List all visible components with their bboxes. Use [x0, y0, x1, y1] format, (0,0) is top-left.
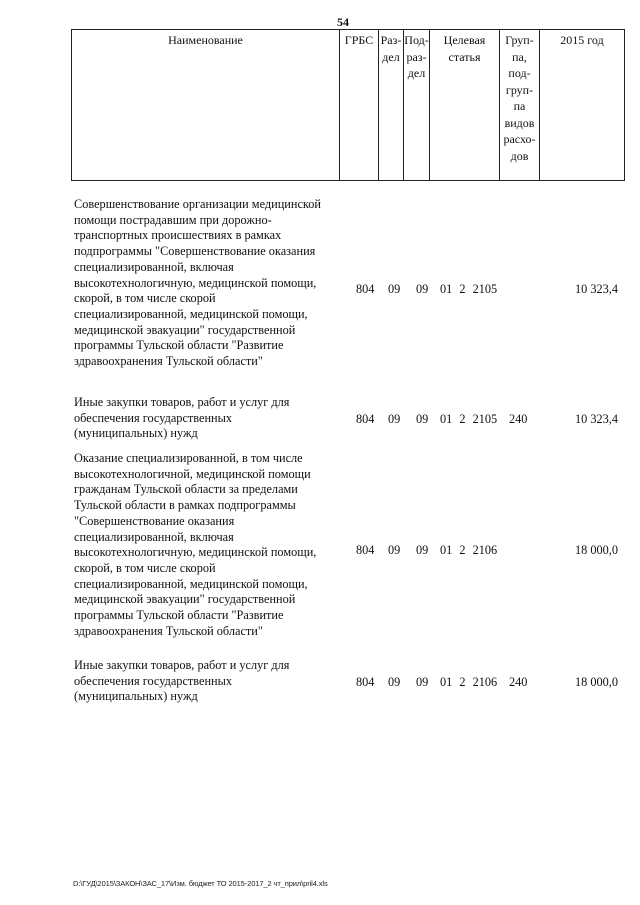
row-podrazdel: 09: [416, 543, 429, 557]
row-amount: 10 323,4: [574, 282, 618, 296]
row-grbs: 804: [356, 412, 375, 426]
row-razdel: 09: [388, 675, 401, 689]
row-vid: 240: [509, 675, 528, 689]
row-vid: 240: [509, 412, 528, 426]
row-podrazdel: 09: [416, 412, 429, 426]
header-grbs: ГРБС: [339, 30, 378, 180]
row-grbs: 804: [356, 543, 375, 557]
row-name: Иные закупки товаров, работ и услуг для обеспечения государственных (муниципальных) нужд: [74, 658, 290, 704]
row-target: 01 2 2105: [440, 412, 498, 426]
header-name: Наименование: [71, 30, 339, 180]
row-target: 01 2 2105: [440, 282, 498, 296]
row-name: Совершенствование организации медицинской помощи пострадавшим при дорожно- транспортных происшествиях в рамках подпрограммы "Совершенствование оказания специализированной, включая высокотехнологичную, медицинской помощи, скорой, в том числе скорой специализированной, медицинской помощи, медицинской эвакуации" государственной программы Тульской области "Развитие здравоохранения Тульской области": [74, 197, 321, 369]
row-grbs: 804: [356, 282, 375, 296]
header-vid: Груп- па, под- груп- па видов расхо- дов: [499, 30, 539, 180]
row-razdel: 09: [388, 412, 401, 426]
row-grbs: 804: [356, 675, 375, 689]
file-path-footer: D:\ГУД\2015\ЗАКОН\ЗАС_17\Изм. бюджет ТО 2015-2017_2 чт_прил\pril4.xls: [73, 879, 328, 888]
row-target: 01 2 2106: [440, 675, 498, 689]
row-razdel: 09: [388, 282, 401, 296]
table-header: [71, 29, 625, 181]
row-podrazdel: 09: [416, 282, 429, 296]
row-name: Оказание специализированной, в том числе высокотехнологичной, медицинской помощи гражданам Тульской области за пределами Тульской области в рамках подпрограммы "Совершенствование оказания специализированной, включая высокотехнологичную, медицинской помощи, скорой, в том числе скорой специализированной, медицинской помощи, медицинской эвакуации" государственной программы Тульской области "Развитие здравоохранения Тульской области": [74, 451, 317, 638]
header-celevaya: Целевая статья: [429, 30, 499, 180]
row-name: Иные закупки товаров, работ и услуг для обеспечения государственных (муниципальных) нужд: [74, 395, 290, 441]
page-number: 54: [337, 15, 349, 29]
row-razdel: 09: [388, 543, 401, 557]
row-target: 01 2 2106: [440, 543, 498, 557]
row-amount: 18 000,0: [574, 675, 618, 689]
header-podrazdel: Под- раз- дел: [403, 30, 429, 180]
row-amount: 18 000,0: [574, 543, 618, 557]
header-year: 2015 год: [539, 30, 625, 180]
row-podrazdel: 09: [416, 675, 429, 689]
row-amount: 10 323,4: [574, 412, 618, 426]
header-razdel: Раз- дел: [378, 30, 403, 180]
